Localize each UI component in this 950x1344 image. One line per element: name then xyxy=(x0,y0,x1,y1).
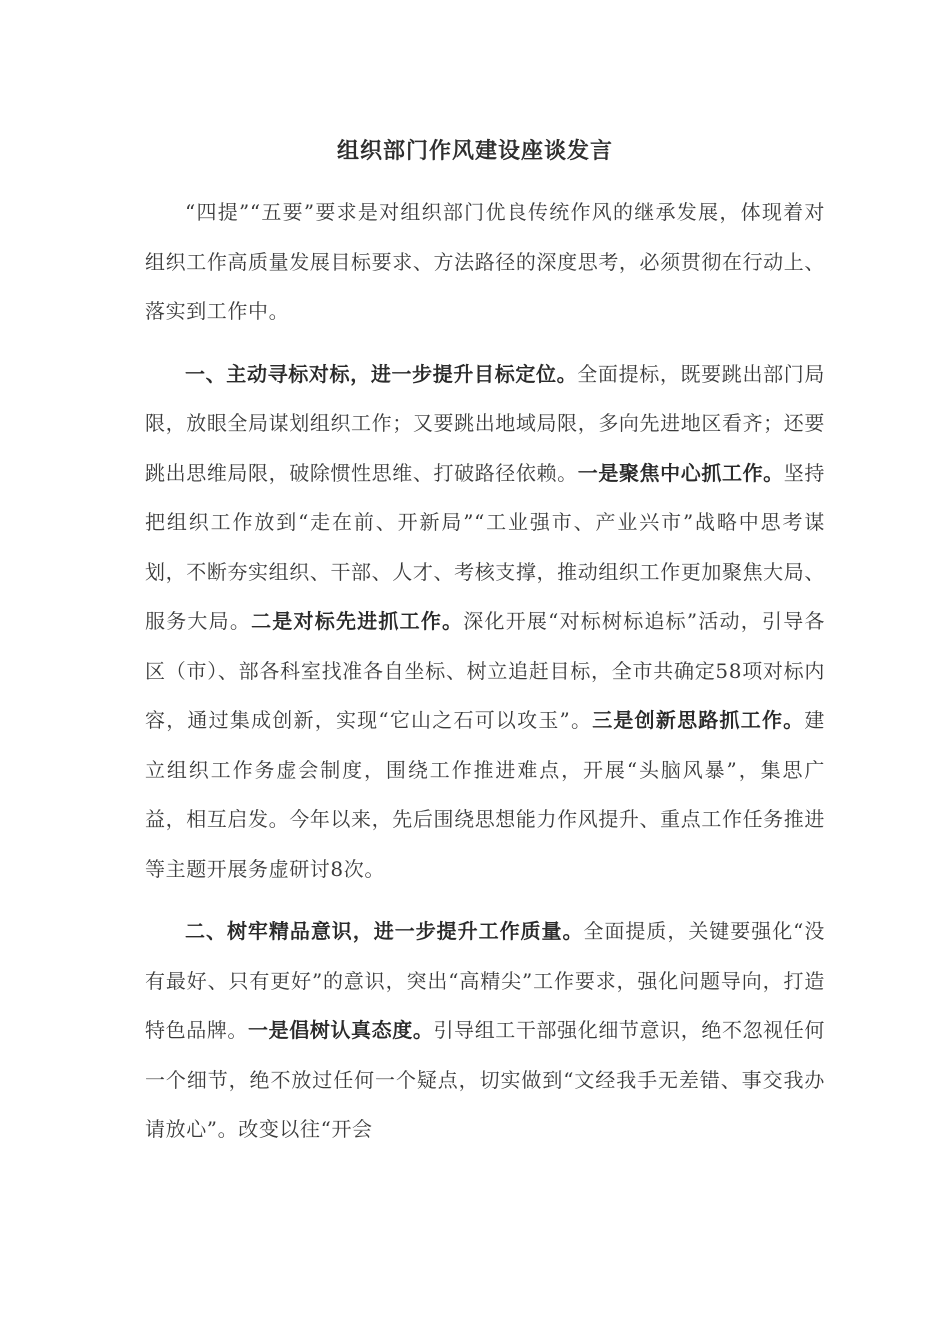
section-2-text: 全面提质，关键要强化“没有最好、只有更好”的意识，突出“高精尖”工作要求，强化问题导向，打造特色品牌。 xyxy=(145,919,825,1042)
section-1-heading: 一、主动寻标对标，进一步提升目标定位。 xyxy=(185,361,578,386)
intro-paragraph: “四提”“五要”要求是对组织部门优良传统作风的继承发展，体现着对组织工作高质量发展目标要求、方法路径的深度思考，必须贯彻在行动上、落实到工作中。 xyxy=(145,200,825,323)
paragraph-gap xyxy=(145,337,825,350)
paragraph-gap xyxy=(145,894,825,907)
section-2-heading: 二、树牢精品意识，进一步提升工作质量。 xyxy=(185,919,584,943)
section-1-point-3-heading: 三是创新思路抓工作。 xyxy=(592,708,805,732)
section-1-point-1-heading: 一是聚焦中心抓工作。 xyxy=(577,460,784,485)
section-1-text: 全面提标，既要跳出部门局限，放眼全局谋划组织工作；又要跳出地域局限，多向先进地区看齐；还要跳出思维局限，破除惯性思维、打破路径依赖。 xyxy=(145,361,825,485)
section-1-point-2-heading: 二是对标先进抓工作。 xyxy=(251,609,464,633)
section-2-paragraph xyxy=(145,907,825,1155)
document-title: 组织部门作风建设座谈发言 xyxy=(336,138,613,164)
section-2-point-1-heading: 一是倡树认真态度。 xyxy=(248,1018,434,1042)
section-1-paragraph xyxy=(145,350,825,895)
section-1-point-1-text: 坚持把组织工作放到“走在前、开新局”“工业强市、产业兴市”战略中思考谋划，不断夯实组织、干部、人才、考核支撑，推动组织工作更加聚焦大局、服务大局。 xyxy=(145,460,826,633)
section-1-point-3-text: 建立组织工作务虚会制度，围绕工作推进难点，开展“头脑风暴”，集思广益，相互启发。今年以来，先后围绕思想能力作风提升、重点工作任务推进等主题开展务虚研讨8次。 xyxy=(145,708,825,881)
document-body xyxy=(145,188,825,1155)
section-2-point-1-text: 引导组工干部强化细节意识，绝不忽视任何一个细节，绝不放过任何一个疑点，切实做到“文经我手无差错、事交我办请放心”。改变以往“开会 xyxy=(145,1018,825,1141)
section-1-point-2-text: 深化开展“对标树标追标”活动，引导各区（市）、部各科室找准各自坐标、树立追赶目标，全市共确定58项对标内容，通过集成创新，实现“它山之石可以攻玉”。 xyxy=(145,609,826,732)
